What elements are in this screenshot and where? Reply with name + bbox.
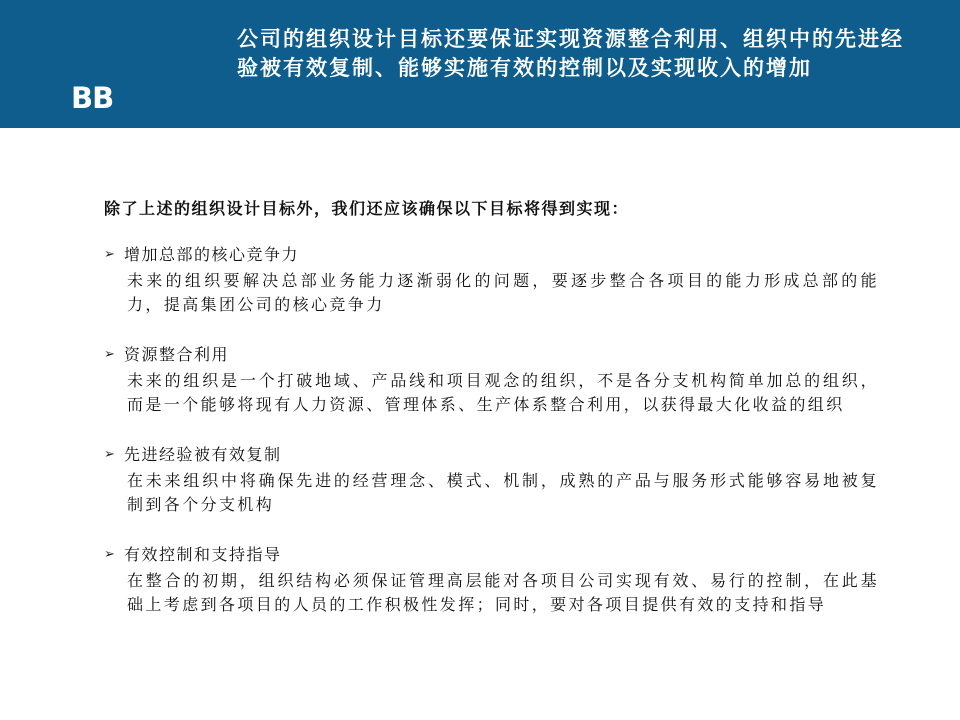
section-heading [104,543,879,567]
arrowhead-bullet-icon: ➢ [104,547,117,562]
section-body-text: 在整合的初期，组织结构必须保证管理高层能对各项目公司实现有效、易行的控制，在此基础上考虑到各项目的人员的工作积极性发挥；同时，要对各项目提供有效的支持和指导 [127,571,879,614]
arrowhead-bullet-icon: ➢ [104,447,117,462]
section-body-text: 在未来组织中将确保先进的经营理念、模式、机制，成熟的产品与服务形式能够容易地被复制到各个分支机构 [127,471,879,514]
section-heading-text: 增加总部的核心竞争力 [124,245,300,264]
section-heading-text: 有效控制和支持指导 [124,545,282,564]
section-body-text: 未来的组织要解决总部业务能力逐渐弱化的问题，要逐步整合各项目的能力形成总部的能力，提高集团公司的核心竞争力 [127,271,879,314]
section-heading [104,343,879,367]
goal-section-resource-integration [104,343,879,417]
slide-title: 公司的组织设计目标还要保证实现资源整合利用、组织中的先进经验被有效复制、能够实施有效的控制以及实现收入的增加 [237,26,904,80]
slide-content [104,196,879,643]
header-banner [0,0,960,128]
goal-section-control-and-support [104,543,879,617]
intro-text: 除了上述的组织设计目标外，我们还应该确保以下目标将得到实现： [104,199,630,218]
section-heading [104,243,879,267]
section-heading [104,443,879,467]
arrowhead-bullet-icon: ➢ [104,347,117,362]
goal-section-experience-replication [104,443,879,517]
section-body-text: 未来的组织是一个打破地域、产品线和项目观念的组织，不是各分支机构简单加总的组织，而是一个能够将现有人力资源、管理体系、生产体系整合利用，以获得最大化收益的组织 [127,371,879,414]
arrowhead-bullet-icon: ➢ [104,247,117,262]
section-heading-text: 资源整合利用 [124,345,230,364]
company-logo: BB [71,81,114,115]
section-heading-text: 先进经验被有效复制 [124,445,282,464]
goal-section-core-competitiveness [104,243,879,317]
